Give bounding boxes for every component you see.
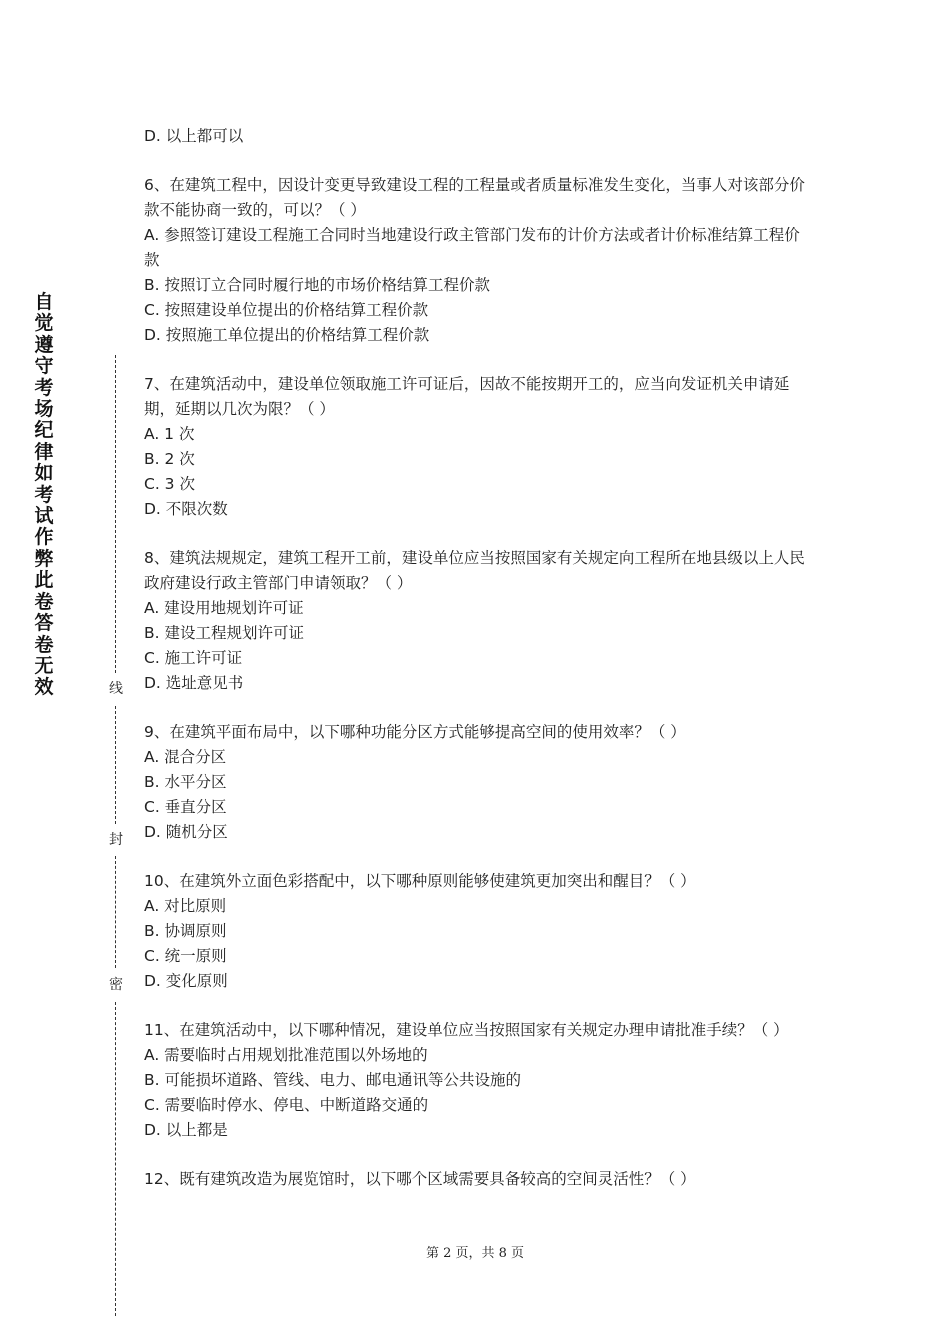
option-item: A. 对比原则 [144, 897, 227, 915]
question-text: 7、在建筑活动中，建设单位领取施工许可证后，因故不能按期开工的，应当向发证机关申请延期，延期以几次为限？（ ） [144, 375, 790, 418]
question-text: 6、在建筑工程中，因设计变更导致建设工程的工程量或者质量标准发生变化，当事人对该部分价款不能协商一致的，可以？（ ） [144, 176, 805, 219]
seal-line-label: 线 [109, 681, 123, 697]
seal-line-segment-3 [115, 856, 116, 968]
question-item [144, 546, 814, 696]
option-item: D. 随机分区 [144, 823, 228, 841]
seal-line-segment-1 [115, 355, 116, 673]
seal-line-segment-2 [115, 706, 116, 824]
question-text: 10、在建筑外立面色彩搭配中，以下哪种原则能够使建筑更加突出和醒目？（ ） [144, 872, 696, 890]
option-item: D. 不限次数 [144, 500, 228, 518]
option-item: C. 3 次 [144, 475, 195, 493]
option-item: D. 变化原则 [144, 972, 228, 990]
question-text: 9、在建筑平面布局中，以下哪种功能分区方式能够提高空间的使用效率？（ ） [144, 723, 686, 741]
question-item [144, 372, 814, 522]
questions-container [144, 173, 814, 1192]
option-item: D. 按照施工单位提出的价格结算工程价款 [144, 326, 430, 344]
option-item: B. 水平分区 [144, 773, 227, 791]
option-item: B. 按照订立合同时履行地的市场价格结算工程价款 [144, 276, 490, 294]
option-item: B. 建设工程规划许可证 [144, 624, 304, 642]
option-item: B. 可能损坏道路、管线、电力、邮电通讯等公共设施的 [144, 1071, 521, 1089]
option-item: C. 需要临时停水、停电、中断道路交通的 [144, 1096, 429, 1114]
exam-discipline-warning: 自觉遵守考场纪律如考试作弊此卷答卷无效 [34, 291, 54, 699]
option-item: C. 施工许可证 [144, 649, 243, 667]
question-item [144, 869, 814, 994]
previous-question-tail [144, 124, 814, 149]
seal-line-segment-4 [115, 1002, 116, 1316]
question-text: 8、建筑法规规定，建筑工程开工前，建设单位应当按照国家有关规定向工程所在地县级以上人民政府建设行政主管部门申请领取？（ ） [144, 549, 805, 592]
option-item: B. 2 次 [144, 450, 195, 468]
seal-secret-label: 密 [109, 977, 123, 993]
option-item: C. 统一原则 [144, 947, 227, 965]
question-text: 11、在建筑活动中，以下哪种情况，建设单位应当按照国家有关规定办理申请批准手续？（ ） [144, 1021, 789, 1039]
option-item: C. 垂直分区 [144, 798, 227, 816]
seal-seal-label: 封 [109, 832, 123, 848]
page-footer: 第 2 页，共 8 页 [425, 1246, 525, 1261]
option-item: D. 选址意见书 [144, 674, 244, 692]
option-item: D. 以上都可以 [144, 127, 244, 145]
question-item [144, 1167, 814, 1192]
question-item [144, 1018, 814, 1143]
option-item: D. 以上都是 [144, 1121, 228, 1139]
option-item: A. 建设用地规划许可证 [144, 599, 304, 617]
option-item: C. 按照建设单位提出的价格结算工程价款 [144, 301, 429, 319]
option-item: A. 1 次 [144, 425, 195, 443]
option-item: B. 协调原则 [144, 922, 227, 940]
question-item [144, 720, 814, 845]
option-item: A. 需要临时占用规划批准范围以外场地的 [144, 1046, 428, 1064]
question-list [144, 124, 814, 1216]
option-item: A. 参照签订建设工程施工合同时当地建设行政主管部门发布的计价方法或者计价标准结算工程价款 [144, 226, 800, 269]
question-text: 12、既有建筑改造为展览馆时，以下哪个区域需要具备较高的空间灵活性？（ ） [144, 1170, 696, 1188]
question-item [144, 173, 814, 348]
option-item: A. 混合分区 [144, 748, 227, 766]
